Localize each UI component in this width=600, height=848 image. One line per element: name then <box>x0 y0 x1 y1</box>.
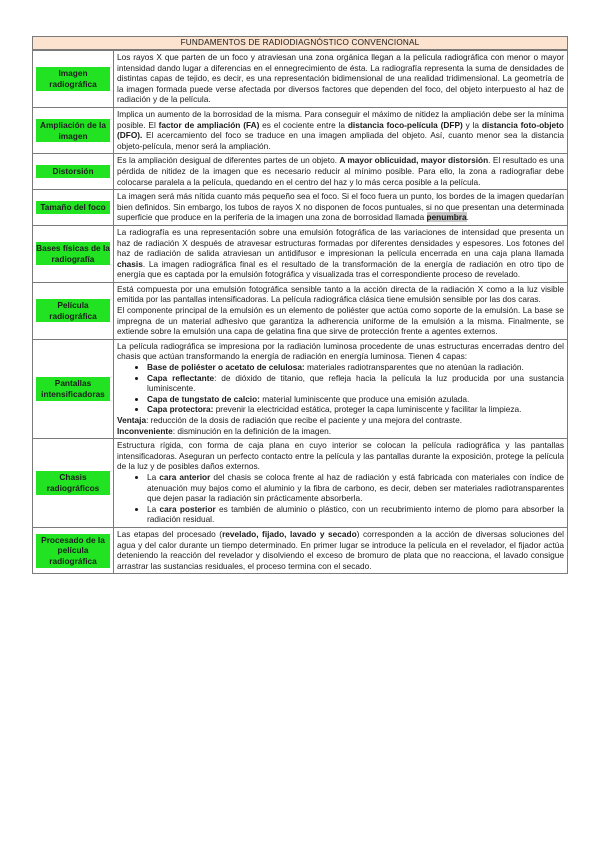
list-item: • Capa protectora: prevenir la electricidad estática, proteger la capa luminiscente y facilitar la limpieza. <box>147 404 564 415</box>
term-label: Película radiográfica <box>36 299 110 322</box>
table-row <box>33 154 568 190</box>
definition-cell: Los rayos X que parten de un foco y atraviesan una zona orgánica llegan a la película radiográfica con menor o mayor intensidad dando lugar a diferencias en el ennegrecimiento de ésta. La radiografía representa la suma de densidades de distintas capas de tejido, es decir, es una representación bidimensional de una realidad tridimensional. La geometría de la imagen formada puede verse afectada por diversos factores que dependen del foco, del objeto interpuesto al haz de radiación y de la película. <box>114 51 568 108</box>
table-row <box>33 225 568 282</box>
concepts-table <box>32 50 568 574</box>
term-label: Chasis radiográficos <box>36 471 110 494</box>
cassette-list <box>117 472 564 525</box>
list-item: • Capa de tungstato de calcio: material luminiscente que produce una emisión azulada. <box>147 394 564 405</box>
term-label: Bases físicas de la radiografía <box>36 243 110 264</box>
definition-cell: Implica un aumento de la borrosidad de la misma. Para conseguir el máximo de nitidez la ampliación debe ser la mínima posible. El factor de ampliación (FA) es el cociente entre la distancia foco-película (DFP) y la distancia foto-objeto (DFO). El acercamiento del foco se traduce en una imagen ampliada del objeto. Así, cuanto menor sea la distancia objeto-película, menor será la ampliación. <box>114 107 568 153</box>
table-row <box>33 527 568 573</box>
list-item: • La cara posterior es también de aluminio o plástico, con un recubrimiento interno de plomo para absorber la radiación residual. <box>147 504 564 525</box>
term-label: Procesado de la película radiográfica <box>36 534 110 568</box>
term-label: Pantallas intensificadoras <box>36 377 110 400</box>
definition-cell: Estructura rígida, con forma de caja plana en cuyo interior se colocan la película radiográfica y las pantallas intensificadoras. Aseguran un perfecto contacto entre la película y las pantallas durante la exposición, protege la película de la luz y de posibles daños externos. • La cara anterior del chasis se coloca frente al haz de radiación y está fabricada con materiales con índice de atenuación muy bajos como el aluminio y la fibra de carbono, es decir, deben ser materiales radiotransparentes que dejen pasar la radiación sin prácticamente absorberla. • La cara posterior es también de aluminio o plástico, con un recubrimiento interno de plomo para absorber la radiación residual. <box>114 439 568 528</box>
term-label: Distorsión <box>36 165 110 178</box>
list-item: • La cara anterior del chasis se coloca frente al haz de radiación y está fabricada con materiales con índice de atenuación muy bajos como el aluminio y la fibra de carbono, es decir, deben ser materiales radiotransparentes que dejen pasar la radiación sin prácticamente absorberla. <box>147 472 564 504</box>
list-item: • Capa reflectante: de dióxido de titanio, que refleja hacia la película la luz producida por una sustancia luminiscente. <box>147 373 564 394</box>
table-row <box>33 107 568 153</box>
definition-cell: Es la ampliación desigual de diferentes partes de un objeto. A mayor oblicuidad, mayor distorsión. El resultado es una pérdida de nitidez de la imagen que es necesario reducir al mínimo posible. Para ello, la zona a radiografiar debe colocarse paralela a la película, quedando en el centro del haz y lo más cerca posible a la película. <box>114 154 568 190</box>
table-row <box>33 339 568 438</box>
document-page <box>32 36 568 574</box>
table-row <box>33 439 568 528</box>
term-label: Tamaño del foco <box>36 201 110 214</box>
table-row <box>33 51 568 108</box>
document-title: FUNDAMENTOS DE RADIODIAGNÓSTICO CONVENCIONAL <box>32 36 568 50</box>
term-label: Imagen radiográfica <box>36 67 110 90</box>
definition-cell: La película radiográfica se impresiona por la radiación luminosa procedente de unas estructuras encerradas dentro del chasis que actúan transformando la energía de radiación en energía luminosa. Tienen 4 capas: • Base de poliéster o acetato de celulosa: materiales radiotransparentes que no atenúan la radiación. • Capa reflectante: de dióxido de titanio, que refleja hacia la película la luz producida por una sustancia luminiscente. • Capa de tungstato de calcio: material luminiscente que produce una emisión azulada. • Capa protectora: prevenir la electricidad estática, proteger la capa luminiscente y facilitar la limpieza. Ventaja: reducción de la dosis de radiación que recibe el paciente y una mejora del contraste. Inconveniente: disminución en la definición de la imagen. <box>114 339 568 438</box>
table-row <box>33 190 568 226</box>
definition-cell: Las etapas del procesado (revelado, fijado, lavado y secado) corresponden a la acción de diversas soluciones del agua y del calor durante un tiempo determinado. En primer lugar se introduce la película en el revelador, el fijador actúa deteniendo la reacción del revelador y disolviendo el exceso de bromuro de plata que no reacciona, el lavado consigue arrastrar las sustancias residuales, el proceso termina con el secado. <box>114 527 568 573</box>
term-label: Ampliación de la imagen <box>36 119 110 142</box>
table-row <box>33 282 568 339</box>
definition-cell: La radiografía es una representación sobre una emulsión fotográfica de las variaciones de intensidad que presenta un haz de radiación X después de atravesar estructuras formadas por diferentes densidades y espesores. Los fotones del haz de radiación de salida atraviesan un antidifusor e impresionan la película encerrada en una caja plana llamada chasis. La imagen radiográfica final es el resultado de la transformación de la energía de radiación en otro tipo de energía que es captada por la emulsión fotográfica y visualizada tras el correspondiente proceso de revelado. <box>114 225 568 282</box>
layer-list <box>117 362 564 415</box>
list-item: • Base de poliéster o acetato de celulosa: materiales radiotransparentes que no atenúan la radiación. <box>147 362 564 373</box>
definition-cell: La imagen será más nítida cuanto más pequeño sea el foco. Si el foco fuera un punto, los bordes de la imagen quedarían bien definidos. Sin embargo, los tubos de rayos X no disponen de focos puntuales, si no que presentan una determinada superficie que produce en la periferia de la imagen una zona de borrosidad llamada penumbra. <box>114 190 568 226</box>
definition-cell: Está compuesta por una emulsión fotográfica sensible tanto a la acción directa de la radiación X como a la luz visible emitida por las pantallas intensificadoras. La película radiográfica clásica tiene emulsión sensible por las dos caras. El componente principal de la emulsión es un elemento de poliéster que actúa como soporte de la emulsión. La base se impregna de un material adhesivo que garantiza la adherencia uniforme de la emulsión a la misma. Finalmente, se extiende sobre la emulsión una capa de gelatina fina que sirve de protección frente a agentes externos. <box>114 282 568 339</box>
